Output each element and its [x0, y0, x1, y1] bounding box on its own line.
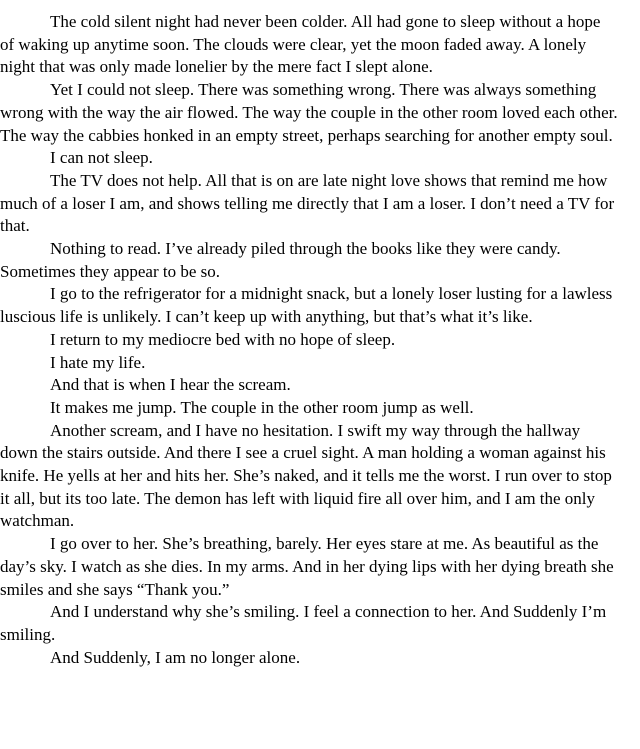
- paragraph: The TV does not help. All that is on are late night love shows that remind me how much of a loser I am, and shows telling me directly that I am a loser. I don’t need a TV for that.: [0, 170, 615, 236]
- paragraph: I go to the refrigerator for a midnight snack, but a lonely loser lusting for a lawless luscious life is unlikely. I can’t keep up with anything, but that’s what it’s like.: [0, 284, 613, 327]
- paragraph: Another scream, and I have no hesitation. I swift my way through the hallway down the stairs outside. And there I see a cruel sight. A man holding a woman against his knife. He yells at her and hits her. She’s naked, and it tells me the worst. I run over to stop it all, but its too late. The demon has left with liquid fire all over him, and I am the only watchman.: [0, 420, 612, 531]
- paragraph: And I understand why she’s smiling. I feel a connection to her. And Suddenly I’m smiling.: [0, 602, 607, 644]
- paragraph: Nothing to read. I’ve already piled through the books like they were candy. Sometimes they appear to be so.: [0, 239, 561, 281]
- paragraph: And that is when I hear the scream.: [50, 375, 291, 395]
- paragraph: And Suddenly, I am no longer alone.: [50, 647, 301, 667]
- paragraph: I hate my life.: [50, 352, 146, 372]
- paragraph: I go over to her. She’s breathing, barely. Her eyes stare at me. As beautiful as the day’s sky. I watch as she dies. In my arms. And in her dying lips with her dying breath she smiles and she says “Thank you.”: [0, 534, 614, 599]
- paragraph: I return to my mediocre bed with no hope of sleep.: [50, 329, 396, 349]
- paragraph: I can not sleep.: [50, 148, 153, 168]
- paragraph: The cold silent night had never been colder. All had gone to sleep without a hope of waking up anytime soon. The clouds were clear, yet the moon faded away. A lonely night that was only made lonelier by the mere fact I slept alone.: [0, 12, 601, 77]
- paragraph: Yet I could not sleep. There was something wrong. There was always something wrong with the way the air flowed. The way the couple in the other room loved each other. The way the cabbies honked in an empty street, perhaps searching for another empty soul.: [0, 80, 618, 145]
- paragraph: It makes me jump. The couple in the other room jump as well.: [50, 397, 474, 417]
